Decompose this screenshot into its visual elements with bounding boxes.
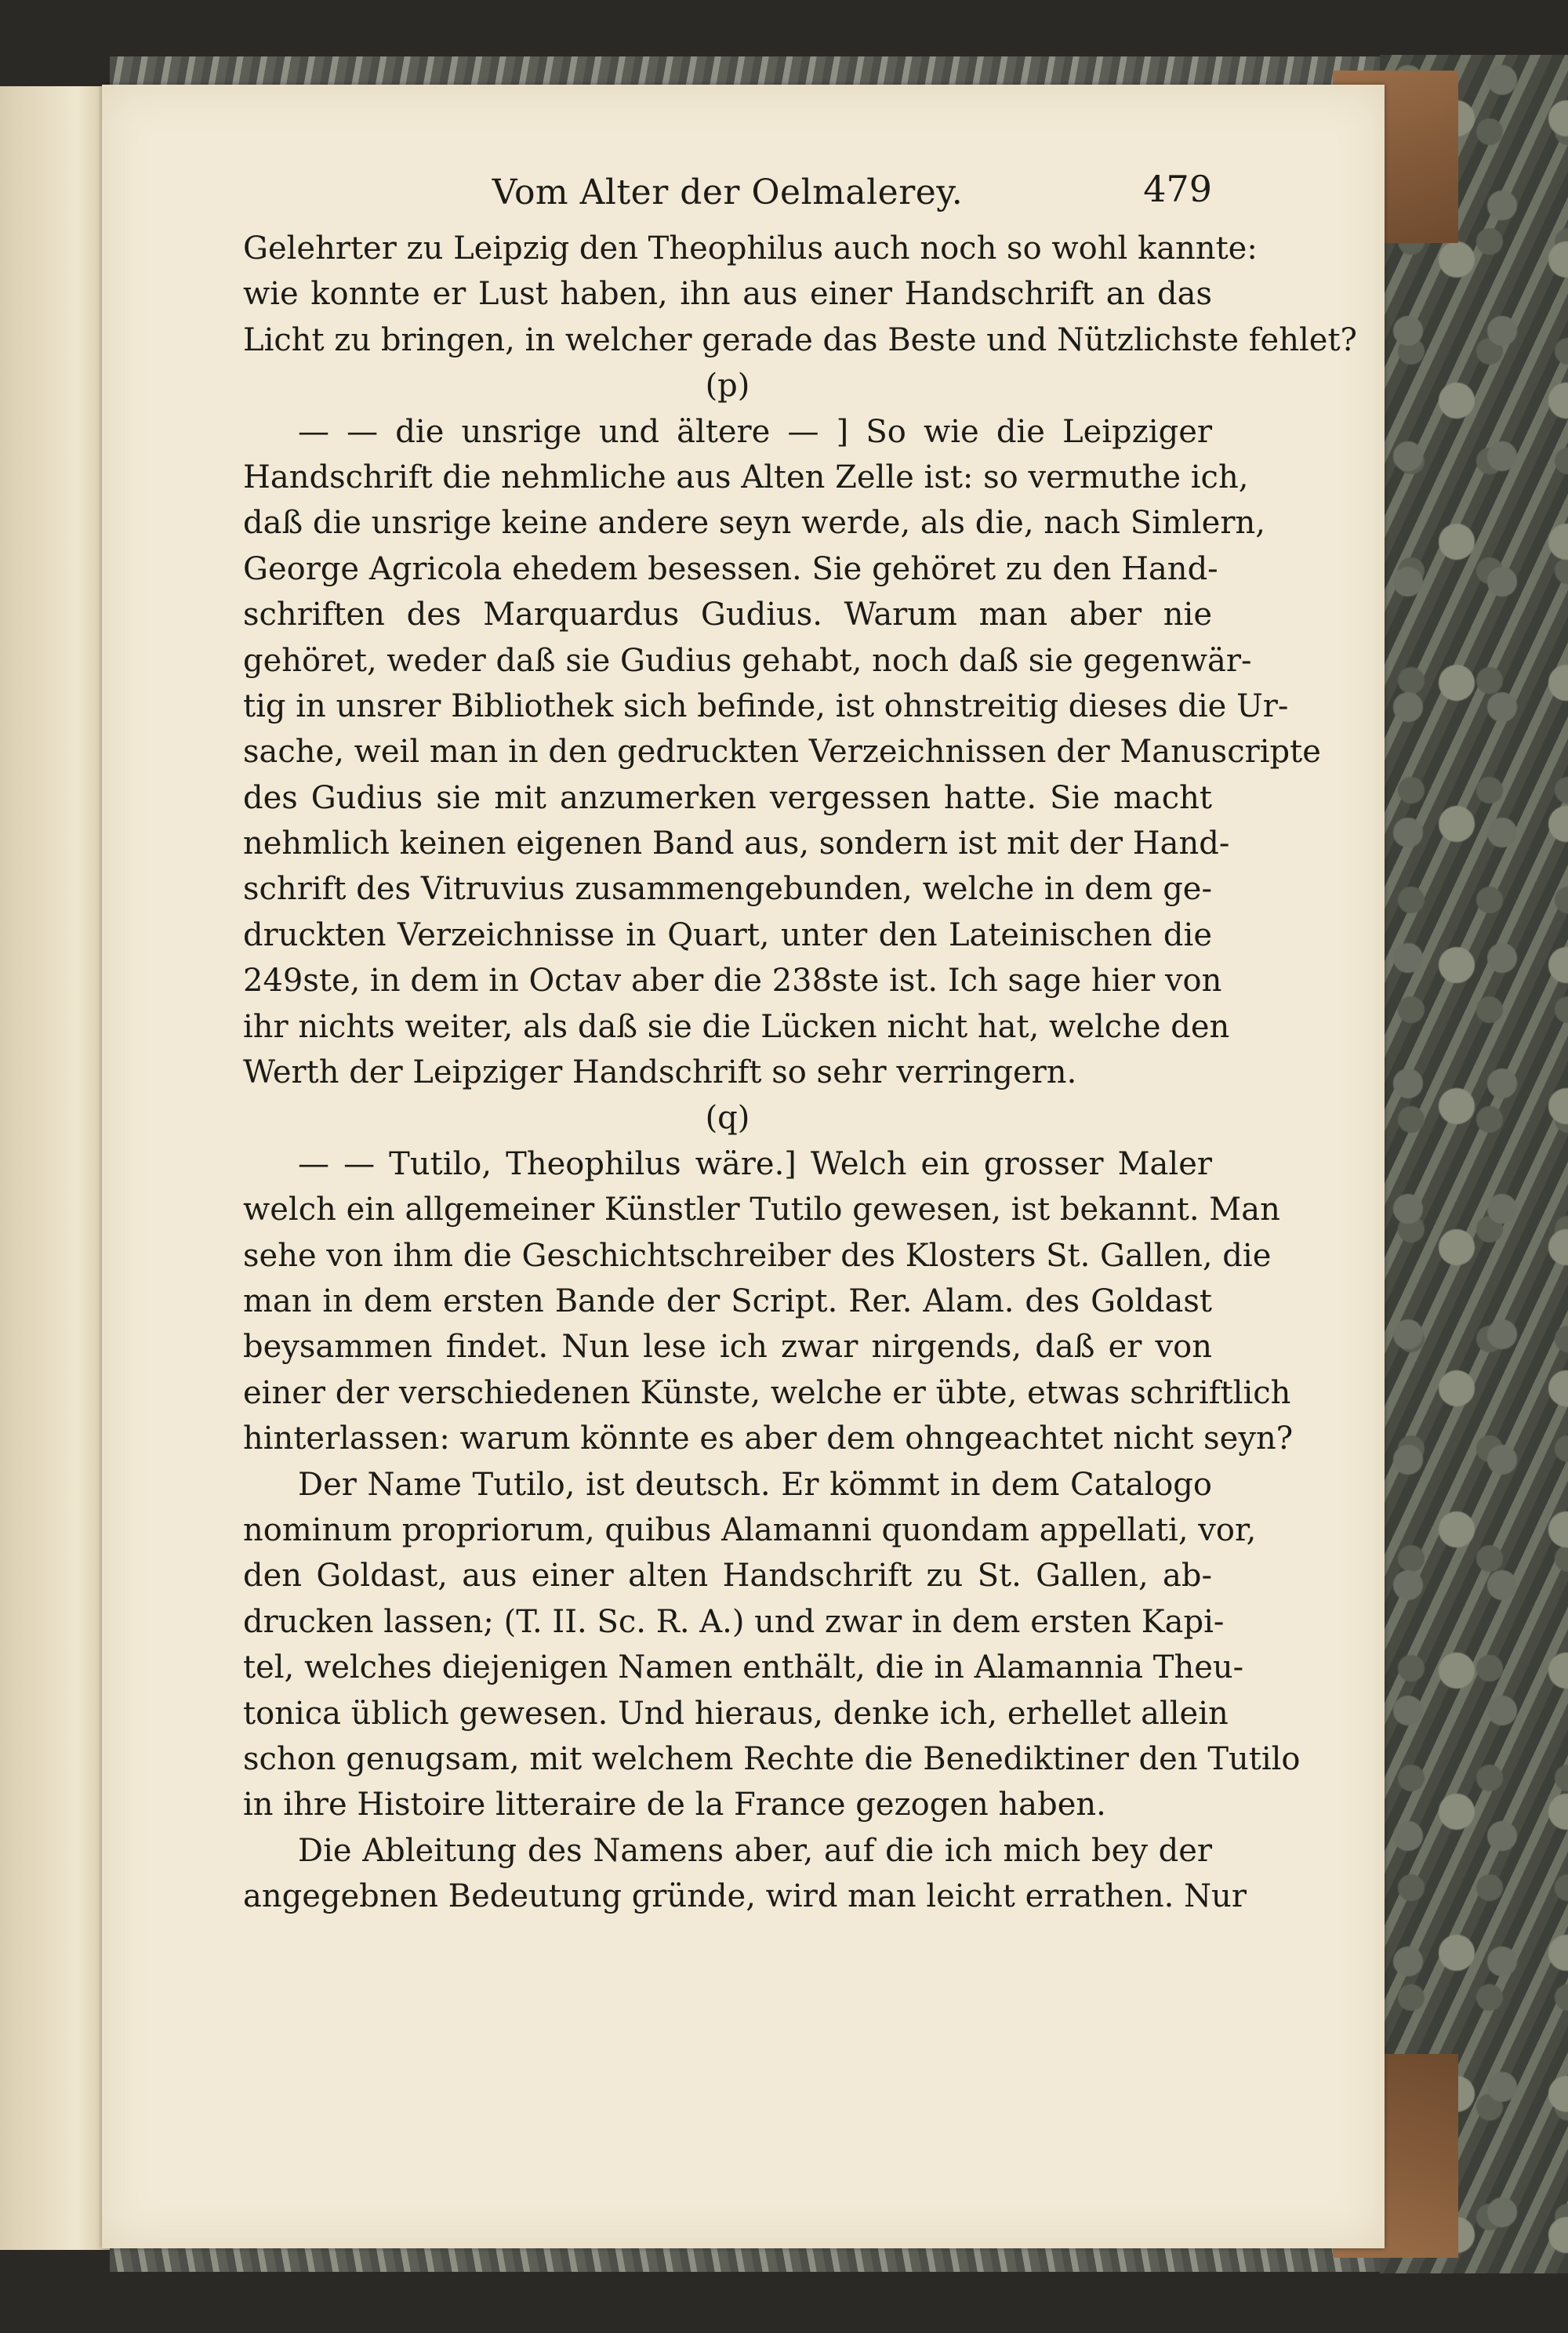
text-line: Handschrift die nehmliche aus Alten Zelle ist: so vermuthe ich, xyxy=(243,459,1249,495)
text-line: angegebnen Bedeutung gründe, wird man leicht errathen. Nur xyxy=(243,1878,1247,1915)
text-line: George Agricola ehedem besessen. Sie gehöret zu den Hand- xyxy=(243,550,1218,587)
text-line: Die Ableitung des Namens aber, auf die ich mich bey der xyxy=(298,1832,1212,1869)
text-line: — — Tutilo, Theophilus wäre.] Welch ein grosser Maler xyxy=(298,1145,1212,1182)
text-line: gehöret, weder daß sie Gudius gehabt, noch daß sie gegenwär- xyxy=(243,642,1252,679)
text-line: daß die unsrige keine andere seyn werde, als die, nach Simlern, xyxy=(243,505,1265,542)
text-line: nominum propriorum, quibus Alamanni quondam appellati, vor, xyxy=(243,1511,1257,1548)
marbled-binding xyxy=(1380,55,1568,2273)
text-line: tonica üblich gewesen. Und hieraus, denke ich, erhellet allein xyxy=(243,1695,1229,1732)
text-line: schon genugsam, mit welchem Rechte die Benediktiner den Tutilo xyxy=(243,1740,1301,1777)
text-line: beysammen findet. Nun lese ich zwar nirgends, daß er von xyxy=(243,1329,1212,1366)
body-text xyxy=(243,226,1357,1919)
facing-page-edge xyxy=(0,86,110,2250)
text-line: den Goldast, aus einer alten Handschrift zu St. Gallen, ab- xyxy=(243,1558,1212,1595)
text-line: wie konnte er Lust haben, ihn aus einer Handschrift an das xyxy=(243,276,1212,313)
text-line: tel, welches diejenigen Namen enthält, die in Alamannia Theu- xyxy=(243,1649,1244,1686)
text-line: man in dem ersten Bande der Script. Rer. Alam. des Goldast xyxy=(243,1283,1212,1319)
text-line: ihr nichts weiter, als daß sie die Lücken nicht hat, welche den xyxy=(243,1008,1230,1045)
page-number: 479 xyxy=(1143,168,1212,210)
text-line: druckten Verzeichnisse in Quart, unter den Lateinischen die xyxy=(243,916,1212,953)
note-marker-p: (p) xyxy=(705,368,750,405)
text-line: des Gudius sie mit anzumerken vergessen hatte. Sie macht xyxy=(243,779,1212,816)
text-line: nehmlich keinen eigenen Band aus, sondern ist mit der Hand- xyxy=(243,825,1230,862)
text-line: — — die unsrige und ältere — ] So wie die Leipziger xyxy=(298,413,1212,450)
text-line: sehe von ihm die Geschichtschreiber des Klosters St. Gallen, die xyxy=(243,1237,1272,1274)
text-line: drucken lassen; (T. II. Sc. R. A.) und zwar in dem ersten Kapi- xyxy=(243,1603,1225,1640)
text-line: Licht zu bringen, in welcher gerade das Beste und Nützlichste fehlet? xyxy=(243,321,1357,358)
note-marker-q: (q) xyxy=(705,1100,750,1137)
text-line: in ihre Histoire litteraire de la France gezogen haben. xyxy=(243,1787,1106,1823)
text-line: sache, weil man in den gedruckten Verzeichnissen der Manuscripte xyxy=(243,734,1321,771)
text-line: welch ein allgemeiner Künstler Tutilo gewesen, ist bekannt. Man xyxy=(243,1192,1280,1228)
text-line: Der Name Tutilo, ist deutsch. Er kömmt in dem Catalogo xyxy=(298,1466,1212,1503)
text-line: 249ste, in dem in Octav aber die 238ste ist. Ich sage hier von xyxy=(243,963,1222,1000)
page-header xyxy=(243,168,1212,220)
text-line: schrift des Vitruvius zusammengebunden, welche in dem ge- xyxy=(243,871,1212,908)
text-line: Werth der Leipziger Handschrift so sehr verringern. xyxy=(243,1054,1077,1091)
text-line: hinterlassen: warum könnte es aber dem ohngeachtet nicht seyn? xyxy=(243,1420,1294,1457)
text-line: schriften des Marquardus Gudius. Warum man aber nie xyxy=(243,597,1212,633)
text-line: tig in unsrer Bibliothek sich befinde, ist ohnstreitig dieses die Ur- xyxy=(243,688,1289,724)
text-line: Gelehrter zu Leipzig den Theophilus auch noch so wohl kannte: xyxy=(243,230,1258,267)
running-head: Vom Alter der Oelmalerey. xyxy=(492,172,964,212)
text-line: einer der verschiedenen Künste, welche er übte, etwas schriftlich xyxy=(243,1374,1291,1411)
